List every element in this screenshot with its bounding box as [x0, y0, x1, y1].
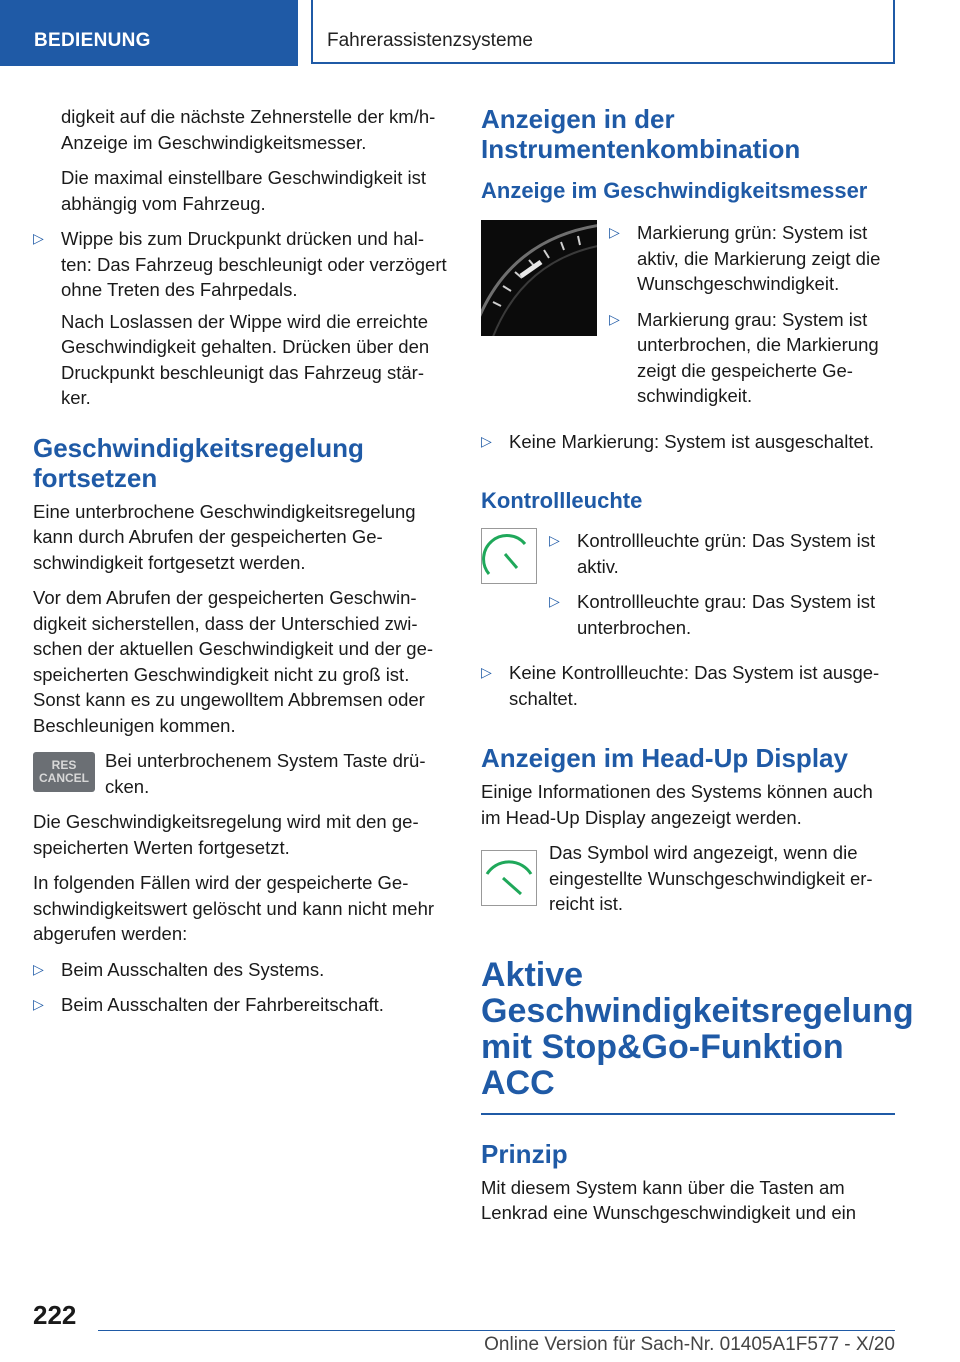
triangle-bullet-icon: ▷ [609, 224, 620, 240]
bullet-text: Keine Markierung: System ist ausgeschaltet. [509, 430, 875, 452]
subsection-heading: Anzeige im Geschwindigkeitsmesser [481, 178, 868, 203]
list-item [33, 957, 447, 983]
bullet-text: Kontrollleuchte grün: Das System ist aktiv. [577, 530, 876, 577]
bullet-text: Beim Ausschalten der Fahrbereitschaft. [61, 994, 384, 1015]
section-title: BEDIENUNG [34, 30, 151, 51]
bullet-list [33, 957, 447, 1018]
triangle-bullet-icon: ▷ [33, 996, 44, 1012]
paragraph: Die maximal einstellbare Geschwindigkeit ist abhängig vom Fahrzeug. [61, 167, 427, 214]
list-item [33, 226, 447, 411]
paragraph: Einige Informationen des Systems können auch im Head-Up Display angezeigt werden. [481, 781, 873, 828]
footer-version-text: Online Version für Sach-Nr. 01405A1F577 - X/20 [484, 1334, 895, 1355]
paragraph: Eine unterbrochene Geschwindigkeitsregelung kann durch Abrufen der gespeicherten Geschwindigkeit fortgesetzt werden. [33, 500, 416, 573]
bullet-text: Markierung grau: System ist unterbrochen, die Markierung zeigt die gespeicherte Geschwindigkeit. [637, 308, 879, 406]
bullet-list [33, 226, 447, 411]
bullet-text: Kontrollleuchte grau: Das System ist unterbrochen. [577, 591, 876, 638]
section-heading: Prinzip [481, 1138, 568, 1169]
section-heading: Anzeigen in der Instrumentenkombination [481, 104, 801, 164]
indicator-row [481, 528, 895, 650]
triangle-bullet-icon: ▷ [549, 593, 560, 609]
res-label: RES [51, 758, 77, 772]
list-item [33, 992, 447, 1018]
triangle-bullet-icon: ▷ [549, 532, 560, 548]
list-item [549, 528, 895, 579]
left-column [33, 104, 447, 1028]
paragraph: Bei unterbrochenem System Taste drücken. [105, 750, 426, 797]
triangle-bullet-icon: ▷ [481, 664, 492, 680]
cancel-label: CANCEL [39, 771, 89, 785]
bullet-list [609, 220, 895, 419]
speedometer-row [481, 220, 895, 419]
bullet-text: Keine Kontrollleuchte: Das System ist ausgeschaltet. [509, 662, 880, 709]
bullet-text: Markierung grün: System ist aktiv, die Markierung zeigt die Wunschgeschwindigkeit. [637, 222, 881, 294]
triangle-bullet-icon: ▷ [609, 310, 620, 327]
paragraph: In folgenden Fällen wird der gespeicherte Geschwindigkeitswert gelöscht und kann nicht mehr abgerufen werden: [33, 872, 435, 944]
page-number: 222 [33, 1300, 77, 1330]
bullet-list [481, 429, 895, 455]
heading-divider [481, 1113, 895, 1115]
section-heading: Geschwindigkeitsregelung fortsetzen [33, 432, 364, 493]
footer-divider [98, 1330, 895, 1331]
bullet-list [549, 528, 895, 650]
paragraph: digkeit auf die nächste Zehnerstelle der km/h-Anzeige im Geschwindigkeitsmesser. [61, 106, 436, 153]
list-item [481, 660, 895, 711]
paragraph: Nach Loslassen der Wippe wird die erreichte Geschwindigkeit gehalten. Drücken über den Druckpunkt beschleunigt das Fahrzeug stärker. [61, 310, 430, 408]
hud-speed-reached-icon [481, 850, 537, 906]
subsection-heading: Kontrollleuchte [481, 488, 643, 513]
paragraph: Die Geschwindigkeitsregelung wird mit den gespeicherten Werten fortgesetzt. [33, 811, 419, 858]
chapter-header [311, 0, 895, 64]
hud-row [481, 840, 895, 917]
triangle-bullet-icon: ▷ [481, 432, 492, 449]
section-tab [0, 0, 298, 66]
right-column [481, 104, 914, 1236]
triangle-bullet-icon: ▷ [33, 230, 44, 246]
list-item [481, 429, 895, 455]
section-heading: Anzeigen im Head-Up Display [481, 743, 848, 773]
speedometer-indicator-icon [481, 528, 537, 584]
list-item [609, 307, 895, 409]
chapter-title: Fahrerassistenzsysteme [327, 30, 533, 51]
bullet-text: Beim Ausschalten des Systems. [61, 958, 325, 980]
speedometer-image-icon [481, 220, 597, 336]
bullet-list [481, 660, 895, 711]
bullet-text: Wippe bis zum Druckpunkt drücken und halten: Das Fahrzeug beschleunigt oder verzögert ohne Treten des Fahrpedals. [61, 228, 447, 300]
list-item [549, 589, 895, 640]
list-item [609, 220, 895, 297]
res-cancel-row [33, 748, 447, 799]
paragraph: Vor dem Abrufen der gespeicherten Geschwindigkeit sicherstellen, dass der Unterschied zwischen der aktuellen Geschwindigkeit und der gespeicherten Geschwindigkeit nicht zu groß ist. Sonst kann es zu ungewolltem Abbremsen oder Beschleunigen kommen. [33, 587, 434, 736]
paragraph: Das Symbol wird angezeigt, wenn die eingestellte Wunschgeschwindigkeit erreicht ist. [549, 842, 873, 914]
triangle-bullet-icon: ▷ [33, 960, 44, 977]
chapter-heading: Aktive Geschwindigkeitsregelung mit Stop&Go-Funktion ACC [481, 955, 914, 1102]
res-cancel-button-icon [33, 752, 95, 792]
paragraph: Mit diesem System kann über die Tasten am Lenkrad eine Wunschgeschwindigkeit und ein [481, 1176, 857, 1223]
